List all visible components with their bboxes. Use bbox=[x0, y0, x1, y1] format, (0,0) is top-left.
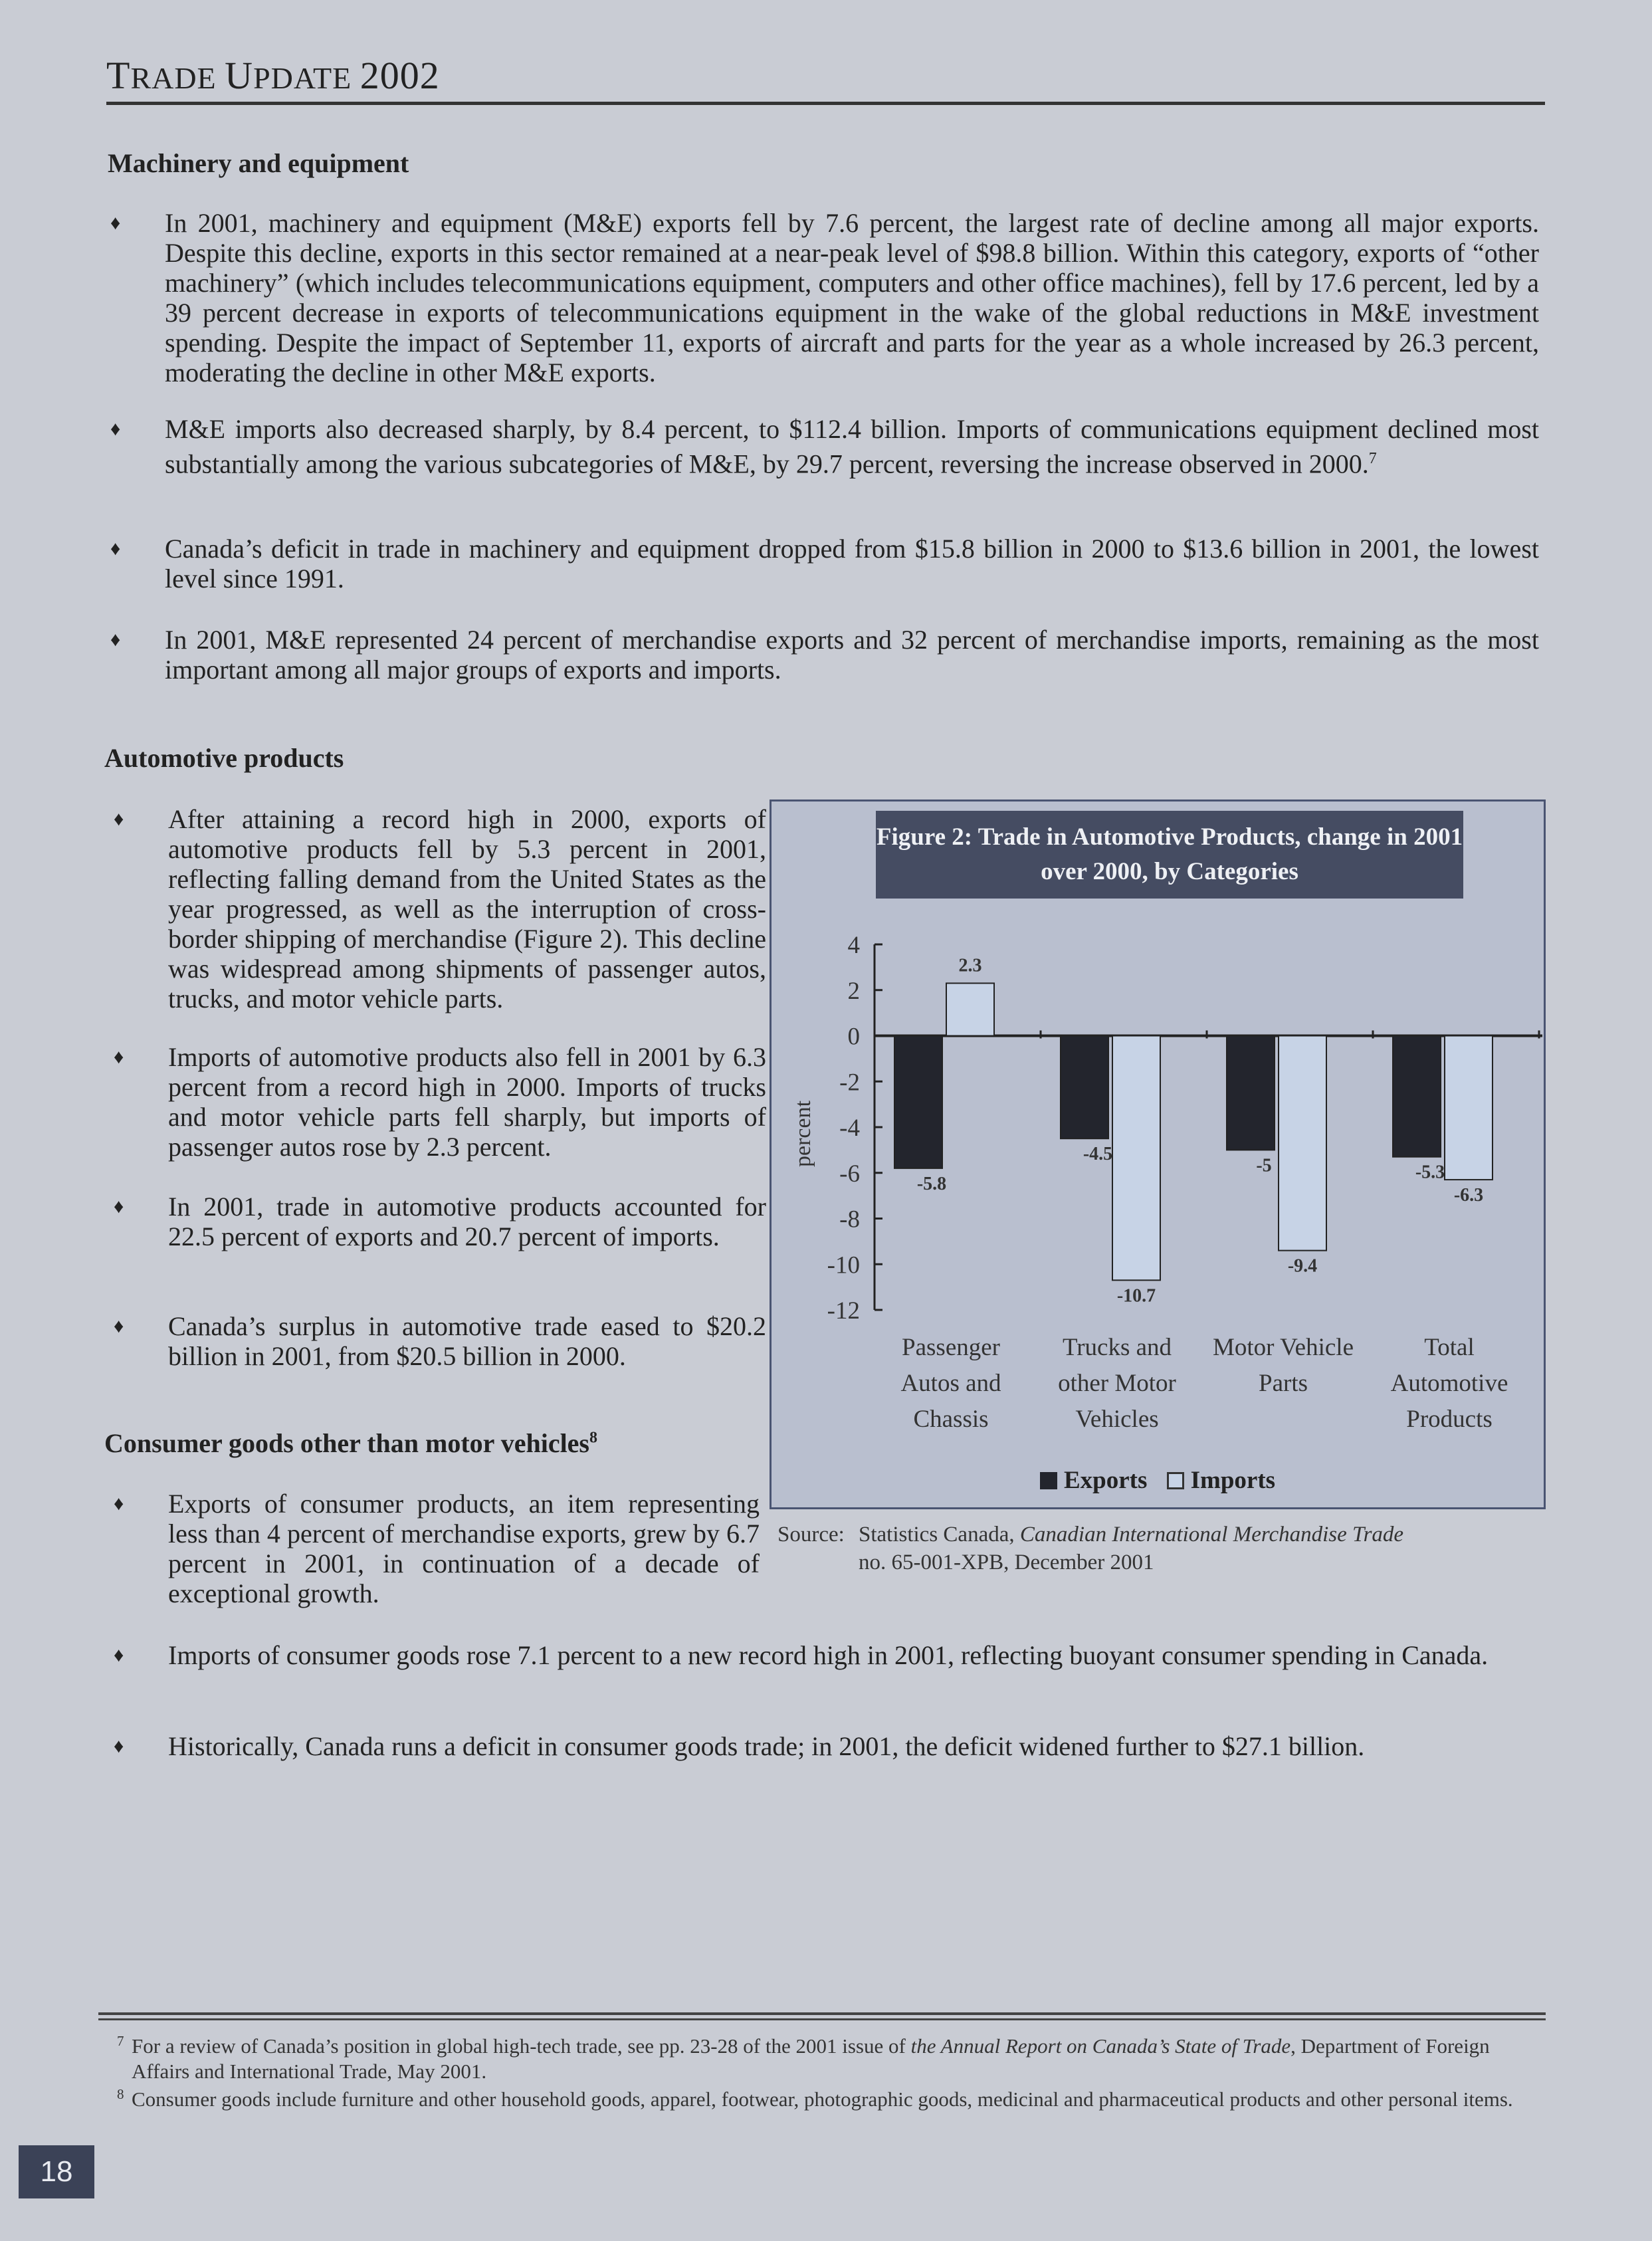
bullet-paragraph: ♦ Canada’s deficit in trade in machinery and equipment dropped from $15.8 billion in 2000 to $13.6 billion in 2001, the lowest level since 1991. bbox=[110, 534, 1539, 593]
diamond-bullet-icon: ♦ bbox=[110, 538, 121, 560]
section-title-consumer: Consumer goods other than motor vehicles$^8$ bbox=[104, 1428, 597, 1458]
data-label: -10.7 bbox=[1116, 1285, 1156, 1307]
bar-imports bbox=[1445, 1036, 1493, 1180]
page-number: 18 bbox=[19, 2145, 94, 2198]
diamond-bullet-icon: ♦ bbox=[114, 1196, 124, 1218]
y-tick-label: -2 bbox=[839, 1069, 860, 1097]
bar-exports bbox=[1227, 1036, 1275, 1150]
diamond-bullet-icon: ♦ bbox=[114, 1315, 124, 1337]
bullet-paragraph: ♦ In 2001, trade in automotive products accounted for 22.5 percent of exports and 20.7 percent of imports. bbox=[114, 1192, 766, 1251]
bullet-paragraph: ♦ Historically, Canada runs a deficit in consumer goods trade; in 2001, the deficit widened further to $27.1 billion. bbox=[114, 1731, 1365, 1761]
section-title-automotive: Automotive products bbox=[104, 743, 344, 773]
diamond-bullet-icon: ♦ bbox=[114, 1735, 124, 1757]
bullet-paragraph: ♦ Exports of consumer products, an item representing less than 4 percent of merchandise exports, grew by 6.7 percent in 2001, in continuation of a decade of exceptional growth. bbox=[114, 1489, 760, 1608]
category-label: Passenger Autos and Chassis bbox=[900, 1334, 1001, 1433]
bar-imports bbox=[946, 983, 994, 1035]
y-tick-label: 2 bbox=[847, 977, 860, 1005]
y-axis-label: percent bbox=[791, 1100, 815, 1168]
diamond-bullet-icon: ♦ bbox=[114, 808, 124, 830]
category-label: Trucks and other Motor Vehicles bbox=[1058, 1334, 1176, 1433]
y-tick-label: -6 bbox=[839, 1160, 860, 1188]
data-label: -4.5 bbox=[1083, 1144, 1113, 1165]
category-label: Total Automotive Products bbox=[1390, 1334, 1508, 1433]
footnote-divider bbox=[98, 2012, 1546, 2020]
chart-title: Figure 2: Trade in Automotive Products, change in 2001 over 2000, by Categories bbox=[876, 811, 1463, 899]
bar-exports bbox=[894, 1036, 942, 1168]
footnote-ref: 8 bbox=[589, 1429, 597, 1447]
bullet-paragraph: ♦ After attaining a record high in 2000, exports of automotive products fell by 5.3 percent in 2001, reflecting falling demand from the United States as the year progressed, as well as the interruption of cross-border shipping of merchandise (Figure 2). This decline was widespread among shipments of passenger autos, trucks, and motor vehicle parts. bbox=[114, 804, 766, 1014]
bullet-paragraph: ♦ In 2001, machinery and equipment (M&E) exports fell by 7.6 percent, the largest rate of decline among all major exports. Despite this decline, exports in this sector remained at a near-peak level of $98.8 billion. Within this category, exports of “other machinery” (which includes telecommunications equipment, computers and other office machines), fell by 17.6 percent, led by a 39 percent decrease in exports of telecommunications equipment in the wake of the global reductions in M&E investment spending. Despite the impact of September 11, exports of aircraft and parts for the year as a whole increased by 26.3 percent, moderating the decline in other M&E exports. bbox=[110, 208, 1539, 387]
bullet-paragraph: ♦ Imports of consumer goods rose 7.1 percent to a new record high in 2001, reflecting buoyant consumer spending in Canada. bbox=[114, 1640, 1489, 1670]
diamond-bullet-icon: ♦ bbox=[114, 1493, 124, 1515]
data-label: -5.3 bbox=[1415, 1162, 1445, 1183]
data-label: -6.3 bbox=[1453, 1185, 1484, 1206]
footnote-ref: 7 bbox=[1368, 450, 1377, 467]
data-label: -9.4 bbox=[1287, 1255, 1318, 1277]
diamond-bullet-icon: ♦ bbox=[110, 629, 121, 651]
category-label: Motor Vehicle Parts bbox=[1212, 1334, 1354, 1397]
y-tick-label: -8 bbox=[839, 1206, 860, 1233]
bullet-paragraph: ♦ In 2001, M&E represented 24 percent of merchandise exports and 32 percent of merchandise imports, remaining as the most important among all major groups of exports and imports. bbox=[110, 625, 1539, 685]
figure-2 bbox=[770, 800, 1546, 1509]
bullet-paragraph: ♦ Imports of automotive products also fell in 2001 by 6.3 percent from a record high in 2000. Imports of trucks and motor vehicle parts fell sharply, but imports of passenger autos rose by 2.3 percent. bbox=[114, 1042, 766, 1162]
y-tick-label: -10 bbox=[827, 1251, 860, 1279]
data-label: 2.3 bbox=[958, 955, 982, 976]
footnote-7: 7 For a review of Canada’s position in global high-tech trade, see pp. 23-28 of the 2001 issue of the Annual Report on Canada’s State of Trade, Department of Foreign Affairs and International Trade, May 2001. bbox=[117, 2033, 1490, 2083]
y-tick-label: 0 bbox=[847, 1023, 860, 1051]
diamond-bullet-icon: ♦ bbox=[114, 1046, 124, 1068]
diamond-bullet-icon: ♦ bbox=[110, 418, 121, 440]
bar-imports bbox=[1112, 1036, 1160, 1281]
bullet-paragraph: ♦ M&E imports also decreased sharply, by 8.4 percent, to $112.4 billion. Imports of communications equipment declined most substantially among the various subcategories of M&E, by 29.7 percent, reversing the increase observed in 2000.$^7$ bbox=[110, 414, 1539, 479]
y-tick-label: -4 bbox=[839, 1115, 860, 1142]
page-header bbox=[106, 53, 1545, 105]
legend-swatch-imports bbox=[1167, 1472, 1184, 1489]
legend-swatch-exports bbox=[1040, 1472, 1057, 1489]
y-tick-label: -12 bbox=[827, 1297, 860, 1325]
bullet-paragraph: ♦ Canada’s surplus in automotive trade eased to $20.2 billion in 2001, from $20.5 billion in 2000. bbox=[114, 1311, 766, 1371]
data-label: -5.8 bbox=[916, 1173, 947, 1194]
bar-exports bbox=[1061, 1036, 1108, 1139]
bar-exports bbox=[1393, 1036, 1441, 1157]
y-tick-label: 4 bbox=[847, 932, 860, 959]
bar-imports bbox=[1279, 1036, 1326, 1251]
legend-label-imports: Imports bbox=[1190, 1467, 1276, 1494]
data-label: -5 bbox=[1256, 1155, 1272, 1176]
chart-legend bbox=[772, 1466, 1544, 1495]
footnote-8: 8 Consumer goods include furniture and other household goods, apparel, footwear, photographic goods, medicinal and pharmaceutical products and other personal items. bbox=[117, 2086, 1513, 2111]
diamond-bullet-icon: ♦ bbox=[110, 212, 121, 234]
figure-source: Source: Statistics Canada, Canadian International Merchandise Trade no. 65-001-XPB, December 2001 bbox=[777, 1523, 1404, 1574]
diamond-bullet-icon: ♦ bbox=[114, 1644, 124, 1666]
running-title: TRADE UPDATE 2002 bbox=[106, 54, 440, 97]
section-title-machinery: Machinery and equipment bbox=[108, 148, 409, 178]
legend-label-exports: Exports bbox=[1063, 1467, 1148, 1494]
